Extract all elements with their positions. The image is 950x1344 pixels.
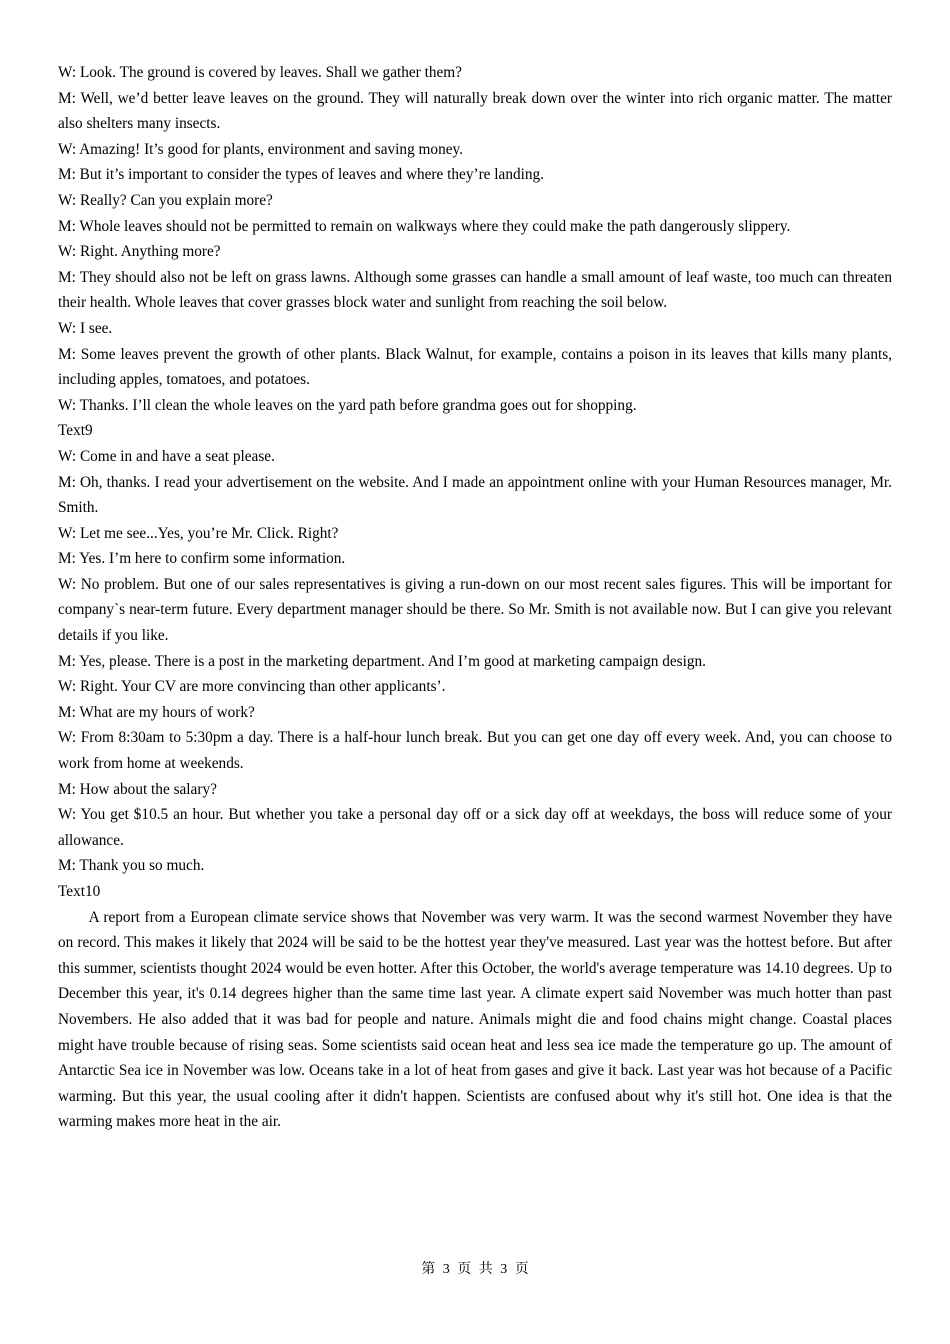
section-heading-text10: Text10 <box>58 883 101 900</box>
dialogue-line: M: Some leaves prevent the growth of other plants. Black Walnut, for example, contains a poison in its leaves that kills many plants, including apples, tomatoes, and potatoes. <box>58 345 892 389</box>
dialogue-line: W: You get $10.5 an hour. But whether you take a personal day off or a sick day off at weekdays, the boss will reduce some of your allowance. <box>58 806 892 849</box>
dialogue-line: M: Yes. I’m here to confirm some information. <box>58 550 346 568</box>
dialogue-line: M: Oh, thanks. I read your advertisement on the website. And I made an appointment online with your Human Resources manager, Mr. Smith. <box>58 473 892 517</box>
dialogue-line: M: They should also not be left on grass lawns. Although some grasses can handle a small amount of leaf waste, too much can threaten their health. Whole leaves that cover grasses block water and sunlight from reaching the soil below. <box>58 268 892 312</box>
dialogue-line: W: Let me see...Yes, you’re Mr. Click. Right? <box>58 524 339 542</box>
dialogue-line: M: Whole leaves should not be permitted to remain on walkways where they could make the path dangerously slippery. <box>58 217 791 235</box>
dialogue-line: W: Right. Your CV are more convincing than other applicants’. <box>58 678 446 696</box>
dialogue-line: M: Yes, please. There is a post in the marketing department. And I’m good at marketing campaign design. <box>58 652 706 670</box>
dialogue-line: W: Come in and have a seat please. <box>58 447 275 465</box>
dialogue-line: W: Thanks. I’ll clean the whole leaves on the yard path before grandma goes out for shopping. <box>58 396 637 414</box>
dialogue-line: M: But it’s important to consider the types of leaves and where they’re landing. <box>58 166 544 184</box>
section-heading-text9: Text9 <box>58 422 93 440</box>
dialogue-line: W: Really? Can you explain more? <box>58 191 273 209</box>
dialogue-line: W: No problem. But one of our sales representatives is giving a run-down on our most recent sales figures. This will be important for company`s near-term future. Every department manager should be there. So Mr. Smith is not available now. But I can give you relevant details if you like. <box>58 575 892 645</box>
dialogue-line: W: Right. Anything more? <box>58 243 221 261</box>
dialogue-line: M: Well, we’d better leave leaves on the ground. They will naturally break down over the winter into rich organic matter. The matter also shelters many insects. <box>58 89 892 133</box>
text10-passage: A report from a European climate service shows that November was very warm. It was the second warmest November they have on record. This makes it likely that 2024 will be said to be the hottest year they've measured. Last year was the hottest before. But after this summer, scientists thought 2024 would be even hotter. After this October, the world's average temperature was 14.10 degrees. Up to December this year, it's 0.14 degrees higher than the same time last year. A climate expert said November was much hotter than past Novembers. He also added that it was bad for people and nature. Animals might die and food chains might change. Coastal places might have trouble because of rising seas. Some scientists said ocean heat and less sea ice made the temperature go up. The amount of Antarctic Sea ice in November was low. Oceans take in a lot of heat from gases and give it back. Last year was hot because of a Pacific warming. But this year, the usual cooling after it didn't happen. Scientists are confused about why it's still hot. One idea is that the warming makes more heat in the air. <box>58 908 892 1131</box>
dialogue-line: M: Thank you so much. <box>58 857 205 875</box>
text9-dialogue <box>58 444 892 879</box>
dialogue-line: W: Look. The ground is covered by leaves. Shall we gather them? <box>58 64 462 81</box>
page-footer: 第 3 页 共 3 页 <box>421 1262 529 1277</box>
dialogue-line: W: Amazing! It’s good for plants, environment and saving money. <box>58 140 464 158</box>
dialogue-line: M: How about the salary? <box>58 780 217 798</box>
dialogue-line: W: From 8:30am to 5:30pm a day. There is a half-hour lunch break. But you can get one day off every week. And, you can choose to work from home at weekends. <box>58 729 892 773</box>
text8-dialogue <box>58 60 892 418</box>
document-page <box>58 60 892 1135</box>
dialogue-line: W: I see. <box>58 319 113 337</box>
dialogue-line: M: What are my hours of work? <box>58 703 255 721</box>
